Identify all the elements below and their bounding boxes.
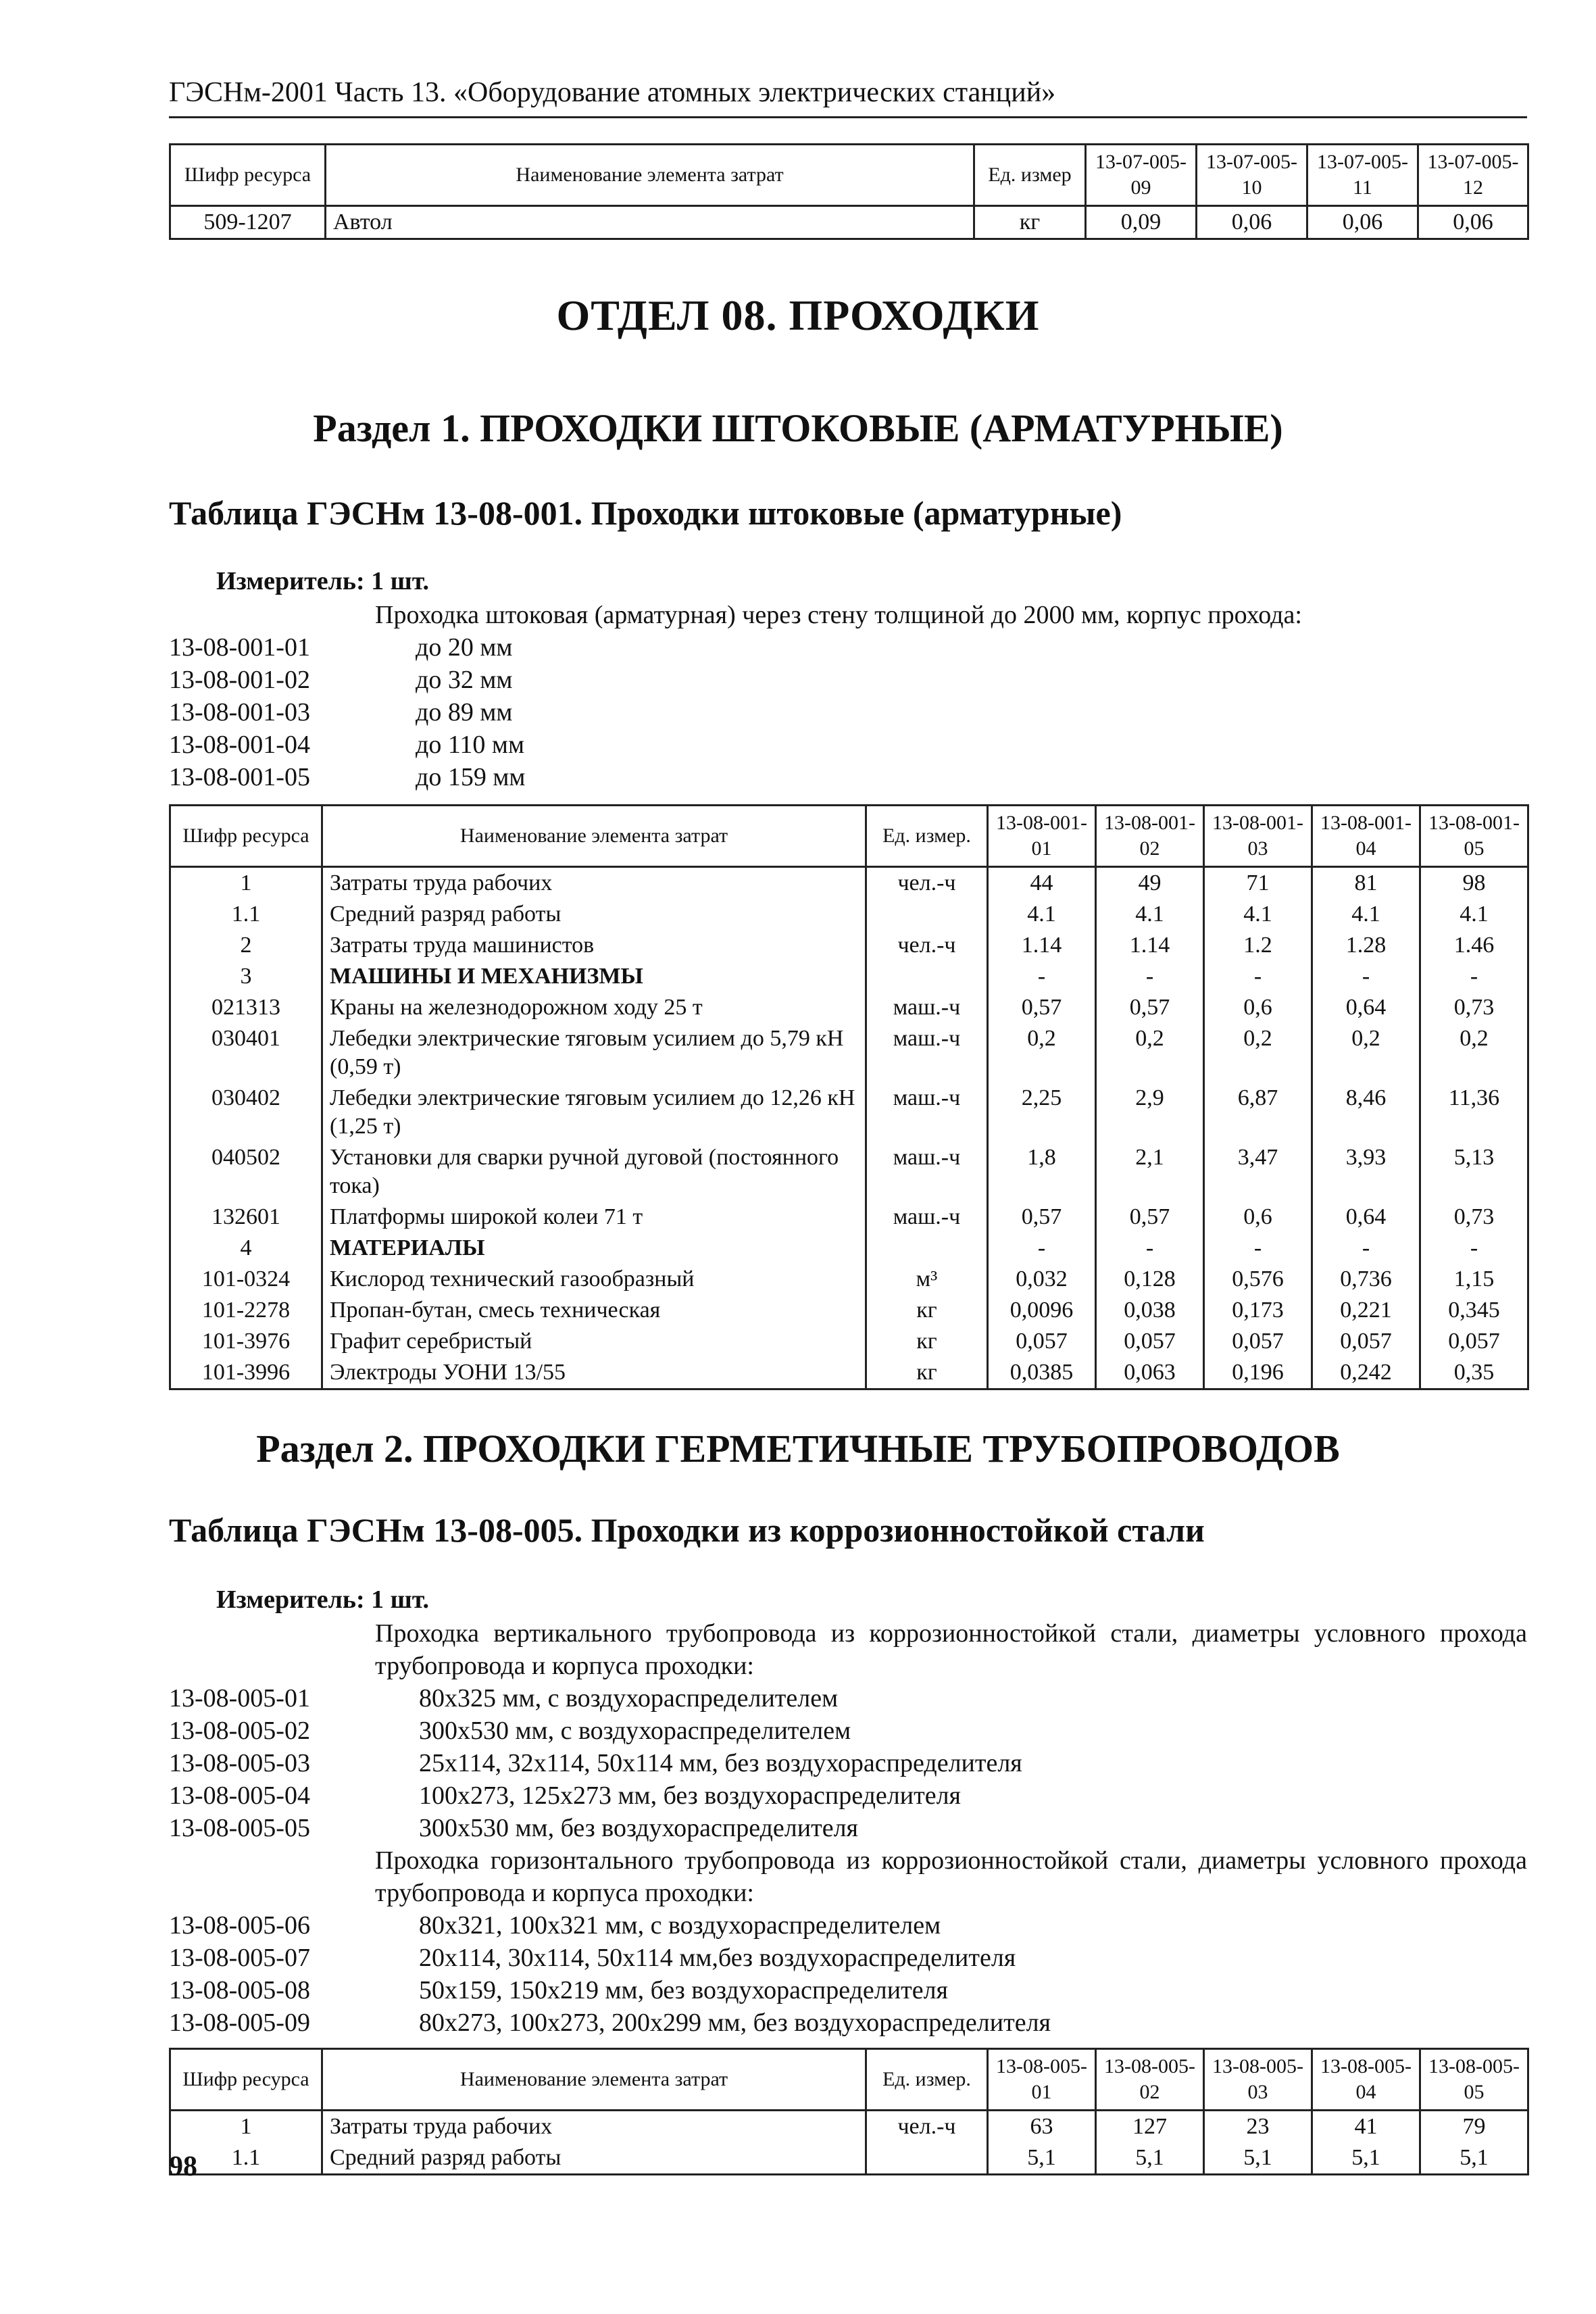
table-cell: 0,038 xyxy=(1096,1295,1204,1326)
item-code: 13-08-005-06 xyxy=(169,1911,310,1940)
table-cell: 0,173 xyxy=(1204,1295,1312,1326)
table-cell: 030401 xyxy=(170,1023,322,1083)
table-cell: 44 xyxy=(988,867,1096,900)
resource-table-13-08-001 xyxy=(169,804,1529,1390)
col-header: 13-07-005-11 xyxy=(1307,145,1418,206)
table-cell: 1.14 xyxy=(1096,930,1204,961)
table-cell: 0,73 xyxy=(1420,1202,1528,1233)
item-code: 13-08-005-03 xyxy=(169,1749,310,1777)
table-cell: 0,06 xyxy=(1307,206,1418,239)
table-cell: 101-0324 xyxy=(170,1264,322,1295)
list-item xyxy=(169,1942,1520,1974)
table-cell: 0,057 xyxy=(988,1326,1096,1357)
section2-description-horizontal: Проходка горизонтального трубопровода из коррозионностойкой стали, диаметры условного прохода трубопровода и корпуса проходки: xyxy=(375,1846,1527,1907)
item-code: 13-08-005-08 xyxy=(169,1976,310,2004)
table-cell: 4.1 xyxy=(988,899,1096,930)
item-code: 13-08-005-07 xyxy=(169,1944,310,1972)
table-cell xyxy=(866,1233,988,1264)
table-cell: 0,6 xyxy=(1204,992,1312,1023)
table-cell: 0,032 xyxy=(988,1264,1096,1295)
department-title: ОТДЕЛ 08. ПРОХОДКИ xyxy=(556,291,1040,339)
item-text: 80х273, 100х273, 200х299 мм, без воздухораспределителя xyxy=(419,2009,1051,2037)
col-header: Ед. измер xyxy=(974,145,1086,206)
list-item xyxy=(169,761,1520,793)
table-cell: 0,64 xyxy=(1312,992,1420,1023)
col-header: Шифр ресурса xyxy=(170,806,322,867)
col-header: Наименование элемента затрат xyxy=(326,145,974,206)
table-cell xyxy=(866,2142,988,2175)
table-cell: Автол xyxy=(326,206,974,239)
col-header: 13-07-005-12 xyxy=(1418,145,1528,206)
table-cell: 0,057 xyxy=(1312,1326,1420,1357)
table-cell: кг xyxy=(866,1326,988,1357)
list-item xyxy=(169,1974,1520,2007)
table-cell: - xyxy=(988,961,1096,992)
table-cell: 11,36 xyxy=(1420,1083,1528,1142)
table-row xyxy=(170,1083,1528,1142)
table-cell: 41 xyxy=(1312,2111,1420,2143)
table-cell: 0,2 xyxy=(1204,1023,1312,1083)
table-cell: МАШИНЫ И МЕХАНИЗМЫ xyxy=(322,961,866,992)
page-number: 98 xyxy=(169,2151,197,2182)
table-cell: 1.1 xyxy=(170,2142,322,2175)
section1-description: Проходка штоковая (арматурная) через стену толщиной до 2000 мм, корпус прохода: xyxy=(375,601,1302,629)
table-cell: Краны на железнодорожном ходу 25 т xyxy=(322,992,866,1023)
table-cell: кг xyxy=(974,206,1086,239)
table-cell: 1 xyxy=(170,2111,322,2143)
table-cell: 0,35 xyxy=(1420,1357,1528,1389)
table-cell: 0,57 xyxy=(988,1202,1096,1233)
table-cell: Затраты труда рабочих xyxy=(322,867,866,900)
table-cell: 71 xyxy=(1204,867,1312,900)
col-header: 13-08-001-05 xyxy=(1420,806,1528,867)
item-text: 50х159, 150х219 мм, без воздухораспределителя xyxy=(419,1976,949,2004)
table-cell: маш.-ч xyxy=(866,992,988,1023)
table-cell: 3,93 xyxy=(1312,1142,1420,1202)
table-row xyxy=(170,867,1528,900)
table-row xyxy=(170,1357,1528,1389)
table-row xyxy=(170,1326,1528,1357)
table-cell: 4.1 xyxy=(1312,899,1420,930)
table-cell: 2,1 xyxy=(1096,1142,1204,1202)
table-row xyxy=(170,206,1528,239)
table-cell: 0,2 xyxy=(1096,1023,1204,1083)
table-row xyxy=(170,992,1528,1023)
item-text: 300х530 мм, без воздухораспределителя xyxy=(419,1814,859,1842)
col-header: 13-08-005-01 xyxy=(988,2049,1096,2111)
col-header: Ед. измер. xyxy=(866,2049,988,2111)
table-cell: 79 xyxy=(1420,2111,1528,2143)
table-cell: 127 xyxy=(1096,2111,1204,2143)
resource-table-13-07-005 xyxy=(169,143,1529,240)
table-cell: 0,2 xyxy=(1420,1023,1528,1083)
table-cell: 5,1 xyxy=(988,2142,1096,2175)
section2-table-title: Таблица ГЭСНм 13-08-005. Проходки из коррозионностойкой стали xyxy=(169,1511,1205,1549)
table-cell: 8,46 xyxy=(1312,1083,1420,1142)
table-cell: Пропан-бутан, смесь техническая xyxy=(322,1295,866,1326)
table-cell: 0,09 xyxy=(1086,206,1197,239)
item-code: 13-08-001-03 xyxy=(169,698,310,727)
table-cell: 5,1 xyxy=(1312,2142,1420,2175)
table-cell: 0,128 xyxy=(1096,1264,1204,1295)
table-cell: - xyxy=(1204,961,1312,992)
item-code: 13-08-001-05 xyxy=(169,763,310,791)
item-text: 100х273, 125х273 мм, без воздухораспределителя xyxy=(419,1781,962,1810)
table-cell: 0,196 xyxy=(1204,1357,1312,1389)
item-text: 80х325 мм, с воздухораспределителем xyxy=(419,1684,839,1713)
col-header: 13-08-001-02 xyxy=(1096,806,1204,867)
table-cell: - xyxy=(1096,961,1204,992)
item-code: 13-08-005-04 xyxy=(169,1781,310,1810)
table-cell: 0,057 xyxy=(1204,1326,1312,1357)
table-cell: Затраты труда машинистов xyxy=(322,930,866,961)
col-header: 13-08-005-04 xyxy=(1312,2049,1420,2111)
table-cell: 0,736 xyxy=(1312,1264,1420,1295)
section2-title: Раздел 2. ПРОХОДКИ ГЕРМЕТИЧНЫЕ ТРУБОПРОВОДОВ xyxy=(256,1427,1340,1471)
col-header: 13-08-005-03 xyxy=(1204,2049,1312,2111)
list-item xyxy=(169,1747,1520,1779)
table-row xyxy=(170,1142,1528,1202)
table-cell: чел.-ч xyxy=(866,867,988,900)
table-cell: 021313 xyxy=(170,992,322,1023)
list-item xyxy=(169,1682,1520,1715)
col-header: Шифр ресурса xyxy=(170,2049,322,2111)
table-cell: маш.-ч xyxy=(866,1202,988,1233)
item-text: до 159 мм xyxy=(416,763,526,791)
item-text: 80х321, 100х321 мм, с воздухораспределителем xyxy=(419,1911,941,1940)
table-cell: Средний разряд работы xyxy=(322,899,866,930)
table-cell: 98 xyxy=(1420,867,1528,900)
table-cell: 0,6 xyxy=(1204,1202,1312,1233)
section2-measure: Измеритель: 1 шт. xyxy=(216,1585,430,1614)
col-header: 13-08-001-04 xyxy=(1312,806,1420,867)
col-header: Наименование элемента затрат xyxy=(322,2049,866,2111)
table-cell: - xyxy=(1096,1233,1204,1264)
table-row xyxy=(170,1202,1528,1233)
table-cell: 81 xyxy=(1312,867,1420,900)
table-cell: кг xyxy=(866,1357,988,1389)
list-item xyxy=(169,2007,1520,2039)
table-cell: 1.46 xyxy=(1420,930,1528,961)
item-text: до 89 мм xyxy=(416,698,513,727)
list-item xyxy=(169,696,1520,729)
table-row xyxy=(170,930,1528,961)
col-header: 13-07-005-10 xyxy=(1197,145,1307,206)
table-cell xyxy=(866,961,988,992)
table-cell: Платформы широкой колеи 71 т xyxy=(322,1202,866,1233)
table-cell: чел.-ч xyxy=(866,2111,988,2143)
table-row xyxy=(170,961,1528,992)
table-cell: 5,1 xyxy=(1096,2142,1204,2175)
table-row xyxy=(170,1264,1528,1295)
item-code: 13-08-001-02 xyxy=(169,666,310,694)
col-header: Наименование элемента затрат xyxy=(322,806,866,867)
item-text: 25х114, 32х114, 50х114 мм, без воздухораспределителя xyxy=(419,1749,1022,1777)
table-cell: 101-3976 xyxy=(170,1326,322,1357)
table-row xyxy=(170,899,1528,930)
table-cell: МАТЕРИАЛЫ xyxy=(322,1233,866,1264)
item-text: до 20 мм xyxy=(416,633,513,662)
col-header: Ед. измер. xyxy=(866,806,988,867)
table-cell: 5,1 xyxy=(1420,2142,1528,2175)
table-cell: 0,063 xyxy=(1096,1357,1204,1389)
col-header: 13-08-001-03 xyxy=(1204,806,1312,867)
table-cell: м³ xyxy=(866,1264,988,1295)
table-cell: 1.14 xyxy=(988,930,1096,961)
table-cell: 0,06 xyxy=(1418,206,1528,239)
table-row xyxy=(170,2111,1528,2143)
table-cell: 0,64 xyxy=(1312,1202,1420,1233)
table-cell: 1,8 xyxy=(988,1142,1096,1202)
list-item xyxy=(169,1779,1520,1812)
table-cell: 2,9 xyxy=(1096,1083,1204,1142)
table-cell: 1.1 xyxy=(170,899,322,930)
table-cell: чел.-ч xyxy=(866,930,988,961)
table-row xyxy=(170,1295,1528,1326)
table-cell: маш.-ч xyxy=(866,1083,988,1142)
table-cell: Электроды УОНИ 13/55 xyxy=(322,1357,866,1389)
item-text: 20х114, 30х114, 50х114 мм,без воздухораспределителя xyxy=(419,1944,1016,1972)
table-cell: Графит серебристый xyxy=(322,1326,866,1357)
item-code: 13-08-005-01 xyxy=(169,1684,310,1713)
section1-title: Раздел 1. ПРОХОДКИ ШТОКОВЫЕ (АРМАТУРНЫЕ) xyxy=(313,406,1283,450)
col-header: 13-08-005-02 xyxy=(1096,2049,1204,2111)
list-item xyxy=(169,1909,1520,1942)
table-cell: 63 xyxy=(988,2111,1096,2143)
item-code: 13-08-001-01 xyxy=(169,633,310,662)
table-cell xyxy=(866,899,988,930)
table-cell: 4.1 xyxy=(1420,899,1528,930)
table-cell: 0,345 xyxy=(1420,1295,1528,1326)
table-cell: 509-1207 xyxy=(170,206,326,239)
table-cell: кг xyxy=(866,1295,988,1326)
table-cell: 0,57 xyxy=(988,992,1096,1023)
col-header: Шифр ресурса xyxy=(170,145,326,206)
table-cell: 0,576 xyxy=(1204,1264,1312,1295)
col-header: 13-08-001-01 xyxy=(988,806,1096,867)
table-cell: - xyxy=(988,1233,1096,1264)
table-cell: 49 xyxy=(1096,867,1204,900)
table-cell: 1 xyxy=(170,867,322,900)
table-cell: - xyxy=(1420,1233,1528,1264)
table-cell: Лебедки электрические тяговым усилием до 12,26 кН (1,25 т) xyxy=(322,1083,866,1142)
table-cell: 3 xyxy=(170,961,322,992)
table-cell: - xyxy=(1312,961,1420,992)
table-cell: 4.1 xyxy=(1096,899,1204,930)
table-cell: 0,0385 xyxy=(988,1357,1096,1389)
table-cell: 0,57 xyxy=(1096,1202,1204,1233)
table-cell: - xyxy=(1312,1233,1420,1264)
table-cell: маш.-ч xyxy=(866,1142,988,1202)
table-cell: 3,47 xyxy=(1204,1142,1312,1202)
table-cell: 132601 xyxy=(170,1202,322,1233)
list-item xyxy=(169,664,1520,696)
item-text: до 110 мм xyxy=(416,731,525,759)
resource-table-13-08-005 xyxy=(169,2048,1529,2175)
table-cell: Средний разряд работы xyxy=(322,2142,866,2175)
table-cell: 2 xyxy=(170,930,322,961)
table-cell: 6,87 xyxy=(1204,1083,1312,1142)
table-cell: 0,73 xyxy=(1420,992,1528,1023)
col-header: 13-07-005-09 xyxy=(1086,145,1197,206)
table-cell: 0,057 xyxy=(1420,1326,1528,1357)
table-cell: Установки для сварки ручной дуговой (постоянного тока) xyxy=(322,1142,866,1202)
section1-table-title: Таблица ГЭСНм 13-08-001. Проходки штоковые (арматурные) xyxy=(169,494,1122,532)
table-cell: 040502 xyxy=(170,1142,322,1202)
table-cell: 0,057 xyxy=(1096,1326,1204,1357)
table-cell: - xyxy=(1420,961,1528,992)
item-text: 300х530 мм, с воздухораспределителем xyxy=(419,1717,851,1745)
list-item xyxy=(169,1812,1520,1844)
item-code: 13-08-005-02 xyxy=(169,1717,310,1745)
table-cell: 101-2278 xyxy=(170,1295,322,1326)
table-cell: Кислород технический газообразный xyxy=(322,1264,866,1295)
running-header: ГЭСНм-2001 Часть 13. «Оборудование атомных электрических станций» xyxy=(169,76,1527,118)
section2-description-vertical: Проходка вертикального трубопровода из коррозионностойкой стали, диаметры условного прохода трубопровода и корпуса проходки: xyxy=(375,1619,1527,1680)
table-cell: - xyxy=(1204,1233,1312,1264)
table-cell: 0,221 xyxy=(1312,1295,1420,1326)
table-cell: 030402 xyxy=(170,1083,322,1142)
table-cell: 1.28 xyxy=(1312,930,1420,961)
table-cell: 2,25 xyxy=(988,1083,1096,1142)
table-cell: 0,2 xyxy=(1312,1023,1420,1083)
table-row xyxy=(170,1023,1528,1083)
list-item xyxy=(169,631,1520,664)
table-cell: 4.1 xyxy=(1204,899,1312,930)
table-cell: 5,1 xyxy=(1204,2142,1312,2175)
table-row xyxy=(170,1233,1528,1264)
item-code: 13-08-001-04 xyxy=(169,731,310,759)
section1-measure: Измеритель: 1 шт. xyxy=(216,567,430,595)
table-cell: 23 xyxy=(1204,2111,1312,2143)
table-cell: 0,06 xyxy=(1197,206,1307,239)
list-item xyxy=(169,1715,1520,1747)
table-cell: Лебедки электрические тяговым усилием до 5,79 кН (0,59 т) xyxy=(322,1023,866,1083)
item-text: до 32 мм xyxy=(416,666,513,694)
table-cell: 5,13 xyxy=(1420,1142,1528,1202)
item-code: 13-08-005-09 xyxy=(169,2009,310,2037)
table-cell: 1.2 xyxy=(1204,930,1312,961)
table-cell: 0,0096 xyxy=(988,1295,1096,1326)
table-cell: 0,2 xyxy=(988,1023,1096,1083)
list-item xyxy=(169,729,1520,761)
table-cell: маш.-ч xyxy=(866,1023,988,1083)
table-cell: 0,57 xyxy=(1096,992,1204,1023)
table-cell: Затраты труда рабочих xyxy=(322,2111,866,2143)
col-header: 13-08-005-05 xyxy=(1420,2049,1528,2111)
table-cell: 101-3996 xyxy=(170,1357,322,1389)
table-cell: 4 xyxy=(170,1233,322,1264)
table-cell: 1,15 xyxy=(1420,1264,1528,1295)
item-code: 13-08-005-05 xyxy=(169,1814,310,1842)
table-row xyxy=(170,2142,1528,2175)
table-cell: 0,242 xyxy=(1312,1357,1420,1389)
